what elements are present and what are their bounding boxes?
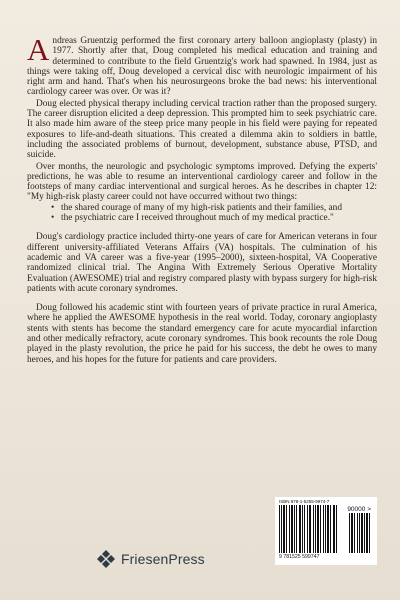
publisher-logo — [96, 548, 205, 570]
paragraph-5: Doug followed his academic stint with fourteen years of private practice in rural America, where he applied the AWESOME hypothesis in the real world. Today, coronary angioplasty stents with stents has become the standard emergency care for acute myocardial infarction and other medically refractory, acute coronary syndromes. This book recounts the role Doug played in the plasty revolution, the price he paid for his success, the debt he owes to many heroes, and his hopes for the future for patients and care providers. — [27, 303, 377, 365]
bullet-item: • the psychiatric care I received throughout much of my medical practice." — [51, 213, 377, 223]
price-code: 90000 > — [347, 506, 371, 513]
barcode-bars — [279, 505, 345, 553]
barcode-digits: 9 781525 599747 — [279, 554, 320, 560]
isbn-label: ISBN 978-1-5255-9974-7 — [279, 499, 330, 504]
barcode-addon-bars — [349, 513, 373, 553]
drop-cap: A — [27, 32, 50, 67]
barcode-stripe — [369, 513, 370, 553]
paragraph-4: Doug's cardiology practice included thirty-one years of care for American veterans in four different university-affiliated Veterans Affairs (VA) hospitals. The culmination of his academic and VA career was a five-year (1995–2000), sixteen-hospital, VA Cooperative randomized clinical trial. The Angina With Extremely Serious Operative Mortality Evaluation (AWESOME) trial and registry compared plasty with bypass surgery for high-risk patients with acute coronary syndromes. — [27, 232, 377, 294]
blurb-text — [27, 32, 377, 365]
paragraph-1 — [27, 32, 377, 98]
bullet-item: • the shared courage of many of my high-risk patients and their families, and — [51, 203, 377, 213]
barcode-stripe — [337, 505, 338, 553]
isbn-barcode — [275, 497, 377, 565]
quote-bullet-list — [27, 203, 377, 224]
paragraph-3: Over months, the neurologic and psychologic symptoms improved. Defying the experts' predictions, he was able to resume an interventional cardiology career and follow in the footsteps of many cardiac interventional and surgical heroes. As he describes in chapter 12: "My high-risk plasty career could not have occurred without two things: — [27, 161, 377, 203]
friesenpress-logo-icon — [96, 549, 116, 569]
paragraph-2: Doug elected physical therapy including cervical traction rather than the proposed surgery. The career disruption elicited a deep depression. This prompted him to seek psychiatric care. It also made him aware of the steep price many people in his field were paying for repeated exposures to life-and-death situations. This created a dilemma akin to soldiers in battle, including the associated problems of burnout, development, substance abuse, PTSD, and suicide. — [27, 98, 377, 161]
publisher-name: FriesenPress — [121, 551, 205, 567]
paragraph-1-text: ndreas Gruentzig performed the first coronary artery balloon angioplasty (plasty) in 1977. Shortly after that, Doug completed his medical education and training and determined to contribute to the field Gruentzig's work had spawned. In 1984, just as things were taking off, Doug developed a cervical disc with neurologic impairment of his right arm and hand. That's when his neurosurgeons broke the bad news: his interventional cardiology career was over. Or was it? — [27, 36, 377, 98]
